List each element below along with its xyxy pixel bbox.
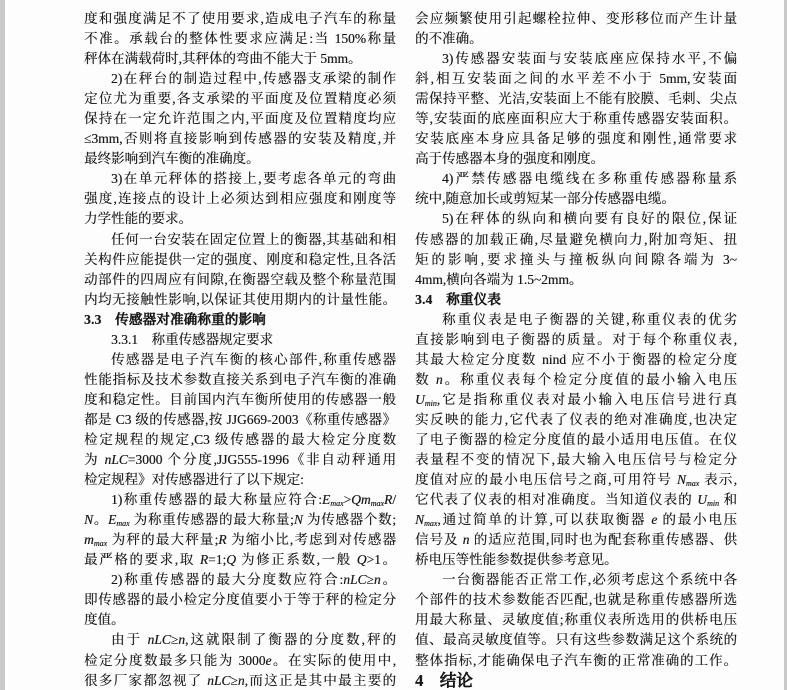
column-right [415,9,737,690]
text-line: 1)称重传感器的最大称量应符合$:E_{max}>Qm_{max}R/$ [111,492,396,509]
text-line: 其最大检定分度数 nind 应不小于衡器的检定分度 [415,351,737,367]
text-line: 信号及 n 的适应范围,同时也为配套称重传感器、供 [415,532,738,548]
left-edge-scan-strip [0,0,5,690]
text-line: 任何一台安装在固定位置上的衡器,其基础和相 [111,231,396,247]
text-line: 安装底座本身应具备足够的强度和刚性,通常要求 [415,131,737,147]
text-line: 统中,随意加长或剪短某一部分传感器电缆。 [415,191,675,207]
text-line: 力学性能的要求。 [84,211,192,227]
text-line: ≤3mm,否则将直接影响到传感器的安装及精度,并 [84,131,396,147]
section-heading: 4 结论 [415,670,473,690]
text-line: 由于 nLC≥n,这就限制了衡器的分度数,秤的 [111,632,397,648]
text-line: 性能指标及技术参数直接关系到电子汽车衡的准确 [84,371,396,387]
text-line: 动部件的四周应有间隙,在衡器空载及整个称量范围 [84,271,396,287]
text-line: 3)在单元秤体的搭接上,要考虑各单元的弯曲 [111,171,396,187]
text-line: 用最大称量、灵敏度值;称重仪表所选用的供桥电压 [415,612,737,628]
text-line: 矩的影响,要求撞头与撞板纵向间隙各端为 3~ [415,251,737,267]
section-heading: 3.3 传感器对准确称重的影响 [84,311,266,327]
text-line: 秤体在满载荷时,其秤体的弯曲不能大于 5mm。 [84,51,362,67]
text-line: $m_{max}$ 为秤的最大秤量;R 为缩小比,考虑到对传感器 [84,532,396,549]
text-line: 传感器是电子汽车衡的核心部件,称重传感器 [111,351,396,367]
text-line: 关构件应能提供一定的强度、刚度和稳定性,且各活 [84,251,396,267]
text-line: 保持在一定允许范围之内,平面度及位置精度均应 [84,111,396,127]
text-line: 检定规程》对传感器进行了以下规定: [84,472,304,488]
text-line: 检定分度数最多只能为 3000e。在实际的使用中, [84,652,397,668]
text-line: 检定规程的规定,C3 级传感器的最大检定分度数 [84,431,396,447]
text-line: 为 nLC=3000 个分度,JJG555-1996《非自动秤通用 [84,452,397,468]
text-line: 它代表了仪表的相对准确度。当知道仪表的 $U_{min}$ 和 [415,492,738,509]
text-line: 都是 C3 级的传感器,按 JJG669-2003《称重传感器》 [84,411,396,427]
text-line: 实反映的能力,它代表了仪表的绝对准确度,也决定 [415,411,737,427]
text-line: 直接影响到电子衡器的质量。对于每个称重仪表, [415,331,737,347]
text-line: 会应频繁使用引起螺栓拉伸、变形移位而产生计量 [415,11,737,26]
text-line: 的不准确。 [415,31,483,47]
text-line: 一台衡器能否正常工作,必须考虑这个系统中各 [442,572,737,588]
text-line: 度值。 [84,612,125,628]
text-line: 定位尤为重要,各支承梁的平面度及位置精度必须 [84,91,396,107]
text-line: 了电子衡器的检定分度值的最小适用电压值。在仪 [415,431,737,447]
text-line: 内均无接触性影响,以保证其使用期内的计量性能。 [84,291,396,307]
text-line: 很多厂家都忽视了 nLC≥n,而这正是其中最主要的 [84,672,397,688]
text-line: 斜,相互安装面之间的水平差不小于 5mm,安装面 [415,71,737,87]
text-line: $U_{min}$,它是指称重仪表对最小输入电压信号进行真 [415,391,737,408]
text-line: 等,安装面的底座面积应大于称重传感器安装面积。 [415,111,737,127]
text-line: 度值对应的最小电压信号之商,可用符号 $N_{max}$ 表示, [415,472,738,489]
text-line: 需保持平整、光洁,安装面上不能有胶膜、毛刺、尖点 [415,91,737,107]
section-heading: 3.4 称重仪表 [415,291,501,307]
text-line: 强度,连接点的设计上必须达到相应强度和刚度等 [84,191,396,207]
text-line: 不准。承载台的整体性要求应满足:当 150%称量 [84,31,396,47]
text-line: 个部件的技术参数能否匹配,也就是称重传感器所选 [415,592,737,608]
text-line: 数 n。称重仪表每个检定分度值的最小输入电压 [415,371,738,387]
text-line: 最终影响到汽车衡的准确度。 [84,151,260,167]
text-line: 最严格的要求,取 R=1;Q 为修正系数,一般 Q>1。 [84,552,396,568]
text-line: 值、最高灵敏度值等。只有这些参数满足这个系统的 [415,632,737,648]
text-line: 度和强度满足不了使用要求,造成电子汽车的称量 [84,11,396,26]
text-line: 4)严禁传感器电缆线在多称重传感器称量系 [442,171,737,187]
text-line: 2)在秤台的制造过程中,传感器支承梁的制作 [111,71,396,87]
text-line: 整体指标,才能确保电子汽车衡的正常准确的工作。 [415,652,737,668]
column-left [84,9,396,690]
text-line: 传感器的加载正确,尽量避免横向力,附加弯矩、扭 [415,231,737,247]
text-line: 5)在秤体的纵向和横向要有良好的限位,保证 [442,211,737,227]
text-line: N。$E_{max}$ 为称重传感器的最大称量;N 为传感器个数; [84,512,396,529]
text-line: 即传感器的最小检定分度值要小于等于秤的检定分 [84,592,396,608]
text-line: 表量程不变的情况下,最大输入电压信号与检定分 [415,452,737,468]
text-line: 度和稳定性。目前国内汽车衡所使用的传感器一般 [84,391,396,407]
text-line: 称重仪表是电子衡器的关键,称重仪表的优劣 [442,311,737,327]
text-line: 2)称重传感器的最大分度数应符合:nLC≥n。 [111,572,397,588]
text-line: 桥电压等性能参数提供参考意见。 [415,552,618,568]
text-line: 4mm,横向各端为 1.5~2mm。 [415,271,583,287]
text-line: 3)传感器安装面与安装底座应保持水平,不偏 [442,51,737,67]
text-line: $N_{max}$,通过简单的计算,可以获取衡器 e 的最小电压 [415,512,738,529]
text-line: 高于传感器本身的强度和刚度。 [415,151,604,167]
section-heading: 3.3.1 称重传感器规定要求 [111,331,273,347]
